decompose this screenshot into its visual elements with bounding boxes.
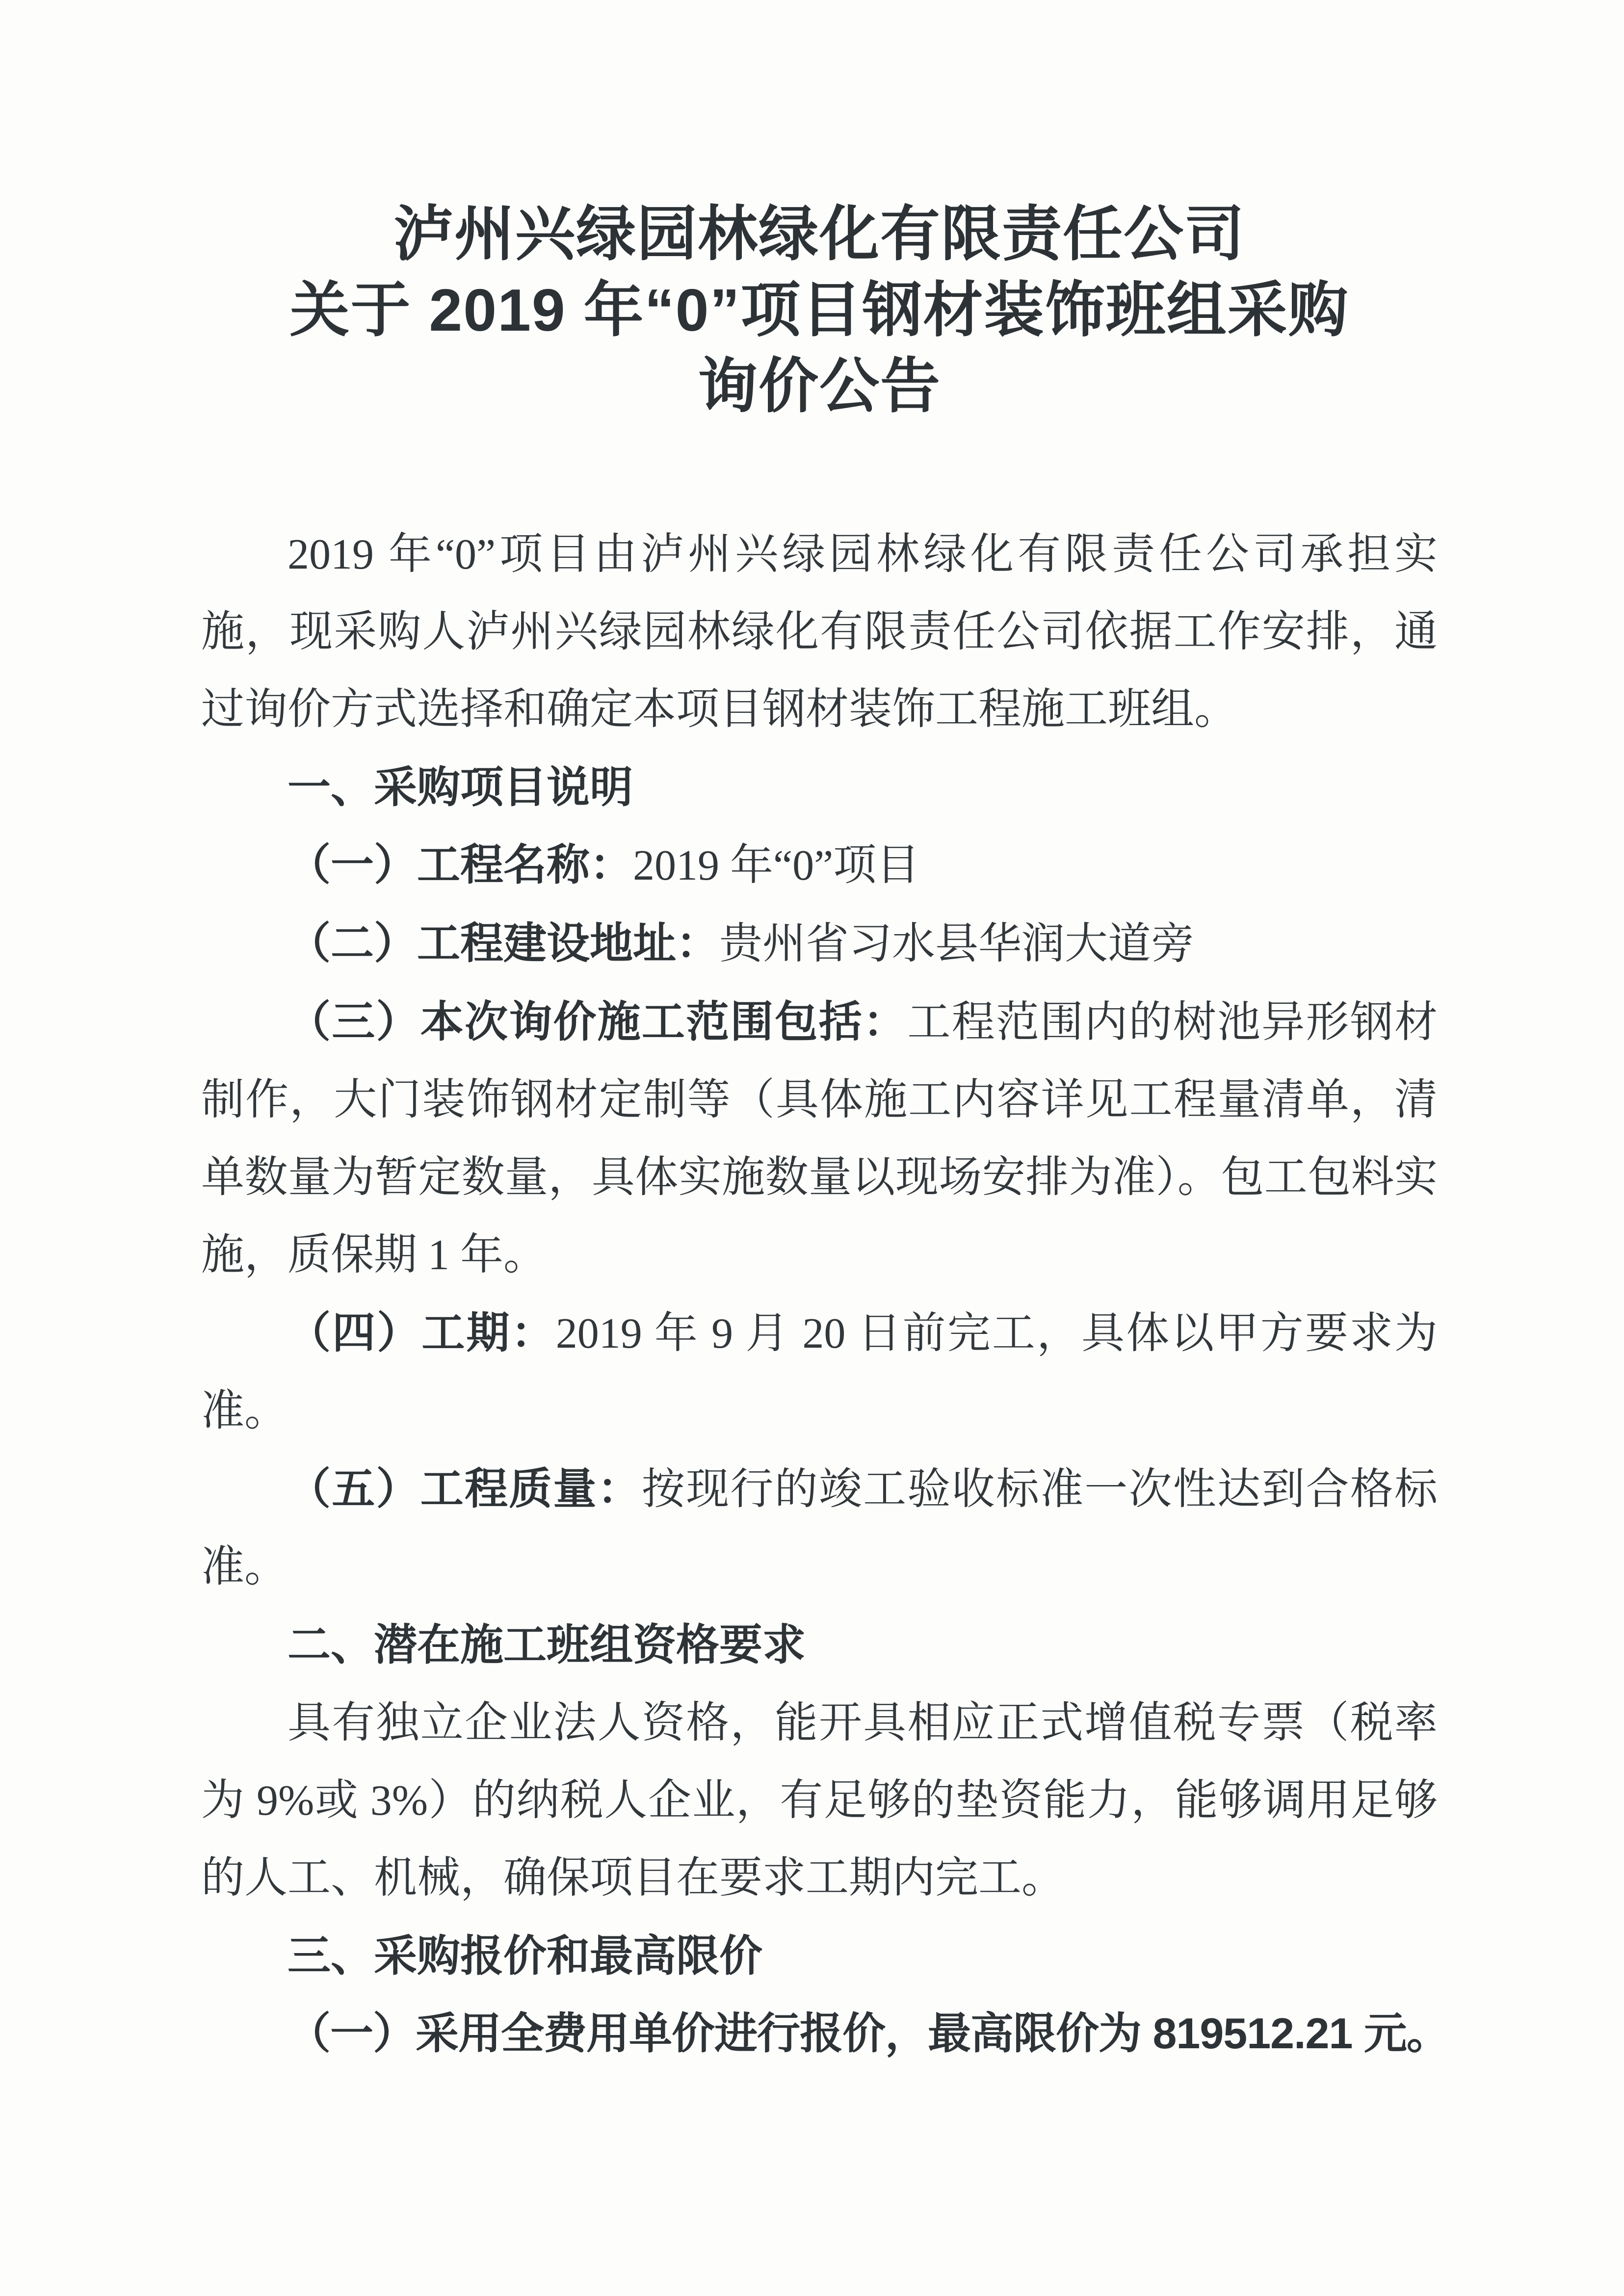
paragraph-scope bbox=[201, 983, 1438, 1294]
paragraph-label: 二、潜在施工班组资格要求 bbox=[288, 1620, 806, 1669]
paragraph-label: （一）采用全费用单价进行报价，最高限价为 819512.21 元。 bbox=[288, 2009, 1449, 2058]
title-line-company: 泸州兴绿园林绿化有限责任公司 bbox=[393, 201, 1245, 267]
section-heading-3 bbox=[201, 1917, 1438, 1995]
paragraph-schedule bbox=[201, 1294, 1438, 1450]
paragraph-project-name bbox=[201, 826, 1438, 905]
paragraph-text: 2019 年“0”项目由泸州兴绿园林绿化有限责任公司承担实施，现采购人泸州兴绿园林绿化有限责任公司依据工作安排，通过询价方式选择和确定本项目钢材装饰工程施工班组。 bbox=[201, 531, 1438, 733]
paragraph-text: 贵州省习水县华润大道旁 bbox=[719, 920, 1195, 968]
paragraph-label: （二）工程建设地址： bbox=[288, 919, 720, 967]
paragraph-label: 一、采购项目说明 bbox=[288, 763, 633, 811]
paragraph-label: （三）本次询价施工范围包括： bbox=[288, 997, 908, 1046]
paragraph-project-address bbox=[201, 905, 1438, 983]
section-heading-1 bbox=[201, 749, 1438, 826]
title-line-subject: 关于 2019 年“0”项目钢材装饰班组采购 bbox=[289, 277, 1349, 343]
paragraph-text: 2019 年“0”项目 bbox=[633, 842, 920, 889]
document-title bbox=[201, 196, 1438, 424]
paragraph-label: 三、采购报价和最高限价 bbox=[288, 1931, 763, 1980]
paragraph-label: （五）工程质量： bbox=[288, 1464, 642, 1513]
title-line-notice-type: 询价公告 bbox=[698, 353, 941, 419]
section-heading-2 bbox=[201, 1606, 1438, 1684]
paragraph-label: （一）工程名称： bbox=[288, 840, 633, 889]
paragraph-text: 具有独立企业法人资格，能开具相应正式增值税专票（税率为 9%或 3%）的纳税人企业，有足够的垫资能力，能够调用足够的人工、机械，确保项目在要求工期内完工。 bbox=[201, 1699, 1438, 1902]
paragraph-price-limit bbox=[201, 1995, 1449, 2072]
paragraph-text: 2019 年 9 月 20 日前完工，具体以甲方要求为准。 bbox=[201, 1310, 1438, 1435]
paragraph-qualification bbox=[201, 1684, 1438, 1917]
paragraph-label: （四）工期： bbox=[288, 1308, 556, 1357]
paragraph-intro bbox=[201, 515, 1438, 749]
paragraph-quality bbox=[201, 1450, 1438, 1606]
document-body bbox=[201, 515, 1449, 2072]
paragraph-text: 按现行的竣工验收标准一次性达到合格标准。 bbox=[201, 1466, 1438, 1591]
paragraph-text: 工程范围内的树池异形钢材制作，大门装饰钢材定制等（具体施工内容详见工程量清单，清单数量为暂定数量，具体实施数量以现场安排为准）。包工包料实施，质保期 1 年。 bbox=[201, 999, 1438, 1279]
